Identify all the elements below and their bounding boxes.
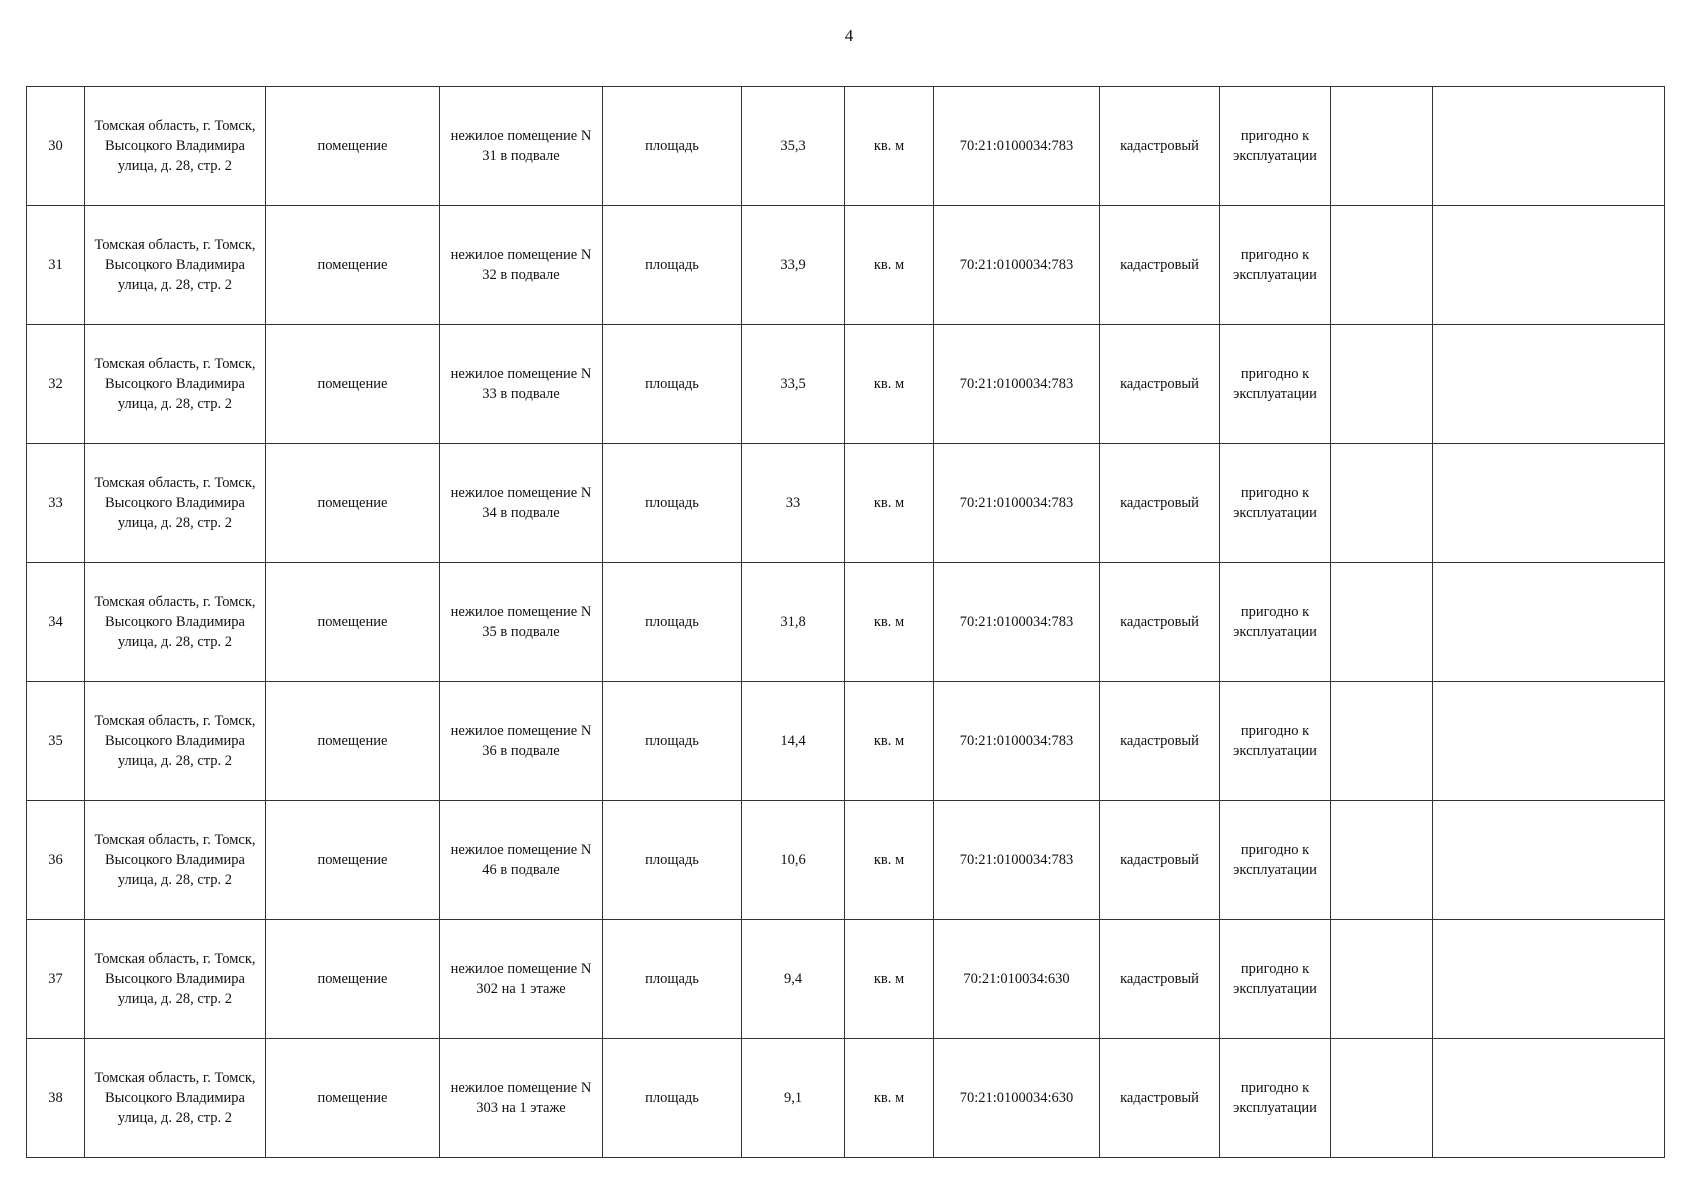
empty-cell — [1331, 325, 1433, 444]
object-type-cell: помещение — [266, 87, 440, 206]
parameter-cell: площадь — [603, 1039, 742, 1158]
row-number-cell: 34 — [27, 563, 85, 682]
address-cell: Томская область, г. Томск, Высоцкого Владимира улица, д. 28, стр. 2 — [85, 444, 266, 563]
value-cell: 33,9 — [742, 206, 845, 325]
object-name-cell: нежилое помещение N 31 в подвале — [440, 87, 603, 206]
table-row — [27, 563, 1665, 682]
empty-cell — [1331, 563, 1433, 682]
empty-cell — [1433, 1039, 1665, 1158]
empty-cell — [1331, 682, 1433, 801]
empty-cell — [1433, 325, 1665, 444]
condition-cell: пригодно к эксплуатации — [1220, 801, 1331, 920]
empty-cell — [1331, 87, 1433, 206]
empty-cell — [1433, 87, 1665, 206]
table-row — [27, 1039, 1665, 1158]
object-type-cell: помещение — [266, 1039, 440, 1158]
cadastral-number-cell: 70:21:0100034:783 — [934, 563, 1100, 682]
unit-cell: кв. м — [845, 444, 934, 563]
parameter-cell: площадь — [603, 682, 742, 801]
parameter-cell: площадь — [603, 920, 742, 1039]
address-cell: Томская область, г. Томск, Высоцкого Владимира улица, д. 28, стр. 2 — [85, 206, 266, 325]
number-type-cell: кадастровый — [1100, 920, 1220, 1039]
cadastral-number-cell: 70:21:0100034:783 — [934, 682, 1100, 801]
unit-cell: кв. м — [845, 206, 934, 325]
parameter-cell: площадь — [603, 563, 742, 682]
empty-cell — [1433, 801, 1665, 920]
cadastral-number-cell: 70:21:0100034:783 — [934, 206, 1100, 325]
empty-cell — [1331, 1039, 1433, 1158]
row-number-cell: 31 — [27, 206, 85, 325]
address-cell: Томская область, г. Томск, Высоцкого Владимира улица, д. 28, стр. 2 — [85, 563, 266, 682]
row-number-cell: 38 — [27, 1039, 85, 1158]
address-cell: Томская область, г. Томск, Высоцкого Владимира улица, д. 28, стр. 2 — [85, 325, 266, 444]
value-cell: 35,3 — [742, 87, 845, 206]
address-cell: Томская область, г. Томск, Высоцкого Владимира улица, д. 28, стр. 2 — [85, 801, 266, 920]
object-name-cell: нежилое помещение N 303 на 1 этаже — [440, 1039, 603, 1158]
table-row — [27, 444, 1665, 563]
value-cell: 33 — [742, 444, 845, 563]
cadastral-number-cell: 70:21:010034:630 — [934, 920, 1100, 1039]
object-type-cell: помещение — [266, 563, 440, 682]
table-row — [27, 682, 1665, 801]
table-body — [27, 87, 1665, 1158]
row-number-cell: 32 — [27, 325, 85, 444]
empty-cell — [1433, 206, 1665, 325]
value-cell: 31,8 — [742, 563, 845, 682]
object-name-cell: нежилое помещение N 32 в подвале — [440, 206, 603, 325]
value-cell: 33,5 — [742, 325, 845, 444]
parameter-cell: площадь — [603, 444, 742, 563]
cadastral-number-cell: 70:21:0100034:783 — [934, 325, 1100, 444]
empty-cell — [1331, 206, 1433, 325]
object-name-cell: нежилое помещение N 46 в подвале — [440, 801, 603, 920]
empty-cell — [1433, 682, 1665, 801]
address-cell: Томская область, г. Томск, Высоцкого Владимира улица, д. 28, стр. 2 — [85, 1039, 266, 1158]
condition-cell: пригодно к эксплуатации — [1220, 87, 1331, 206]
object-name-cell: нежилое помещение N 302 на 1 этаже — [440, 920, 603, 1039]
address-cell: Томская область, г. Томск, Высоцкого Владимира улица, д. 28, стр. 2 — [85, 920, 266, 1039]
condition-cell: пригодно к эксплуатации — [1220, 206, 1331, 325]
table-row — [27, 920, 1665, 1039]
condition-cell: пригодно к эксплуатации — [1220, 920, 1331, 1039]
object-name-cell: нежилое помещение N 34 в подвале — [440, 444, 603, 563]
empty-cell — [1433, 920, 1665, 1039]
parameter-cell: площадь — [603, 206, 742, 325]
row-number-cell: 36 — [27, 801, 85, 920]
table-row — [27, 206, 1665, 325]
object-type-cell: помещение — [266, 206, 440, 325]
parameter-cell: площадь — [603, 325, 742, 444]
condition-cell: пригодно к эксплуатации — [1220, 325, 1331, 444]
condition-cell: пригодно к эксплуатации — [1220, 1039, 1331, 1158]
empty-cell — [1433, 444, 1665, 563]
object-name-cell: нежилое помещение N 36 в подвале — [440, 682, 603, 801]
row-number-cell: 33 — [27, 444, 85, 563]
table-row — [27, 87, 1665, 206]
number-type-cell: кадастровый — [1100, 87, 1220, 206]
condition-cell: пригодно к эксплуатации — [1220, 444, 1331, 563]
number-type-cell: кадастровый — [1100, 325, 1220, 444]
empty-cell — [1331, 801, 1433, 920]
cadastral-number-cell: 70:21:0100034:783 — [934, 801, 1100, 920]
number-type-cell: кадастровый — [1100, 206, 1220, 325]
empty-cell — [1433, 563, 1665, 682]
unit-cell: кв. м — [845, 563, 934, 682]
address-cell: Томская область, г. Томск, Высоцкого Владимира улица, д. 28, стр. 2 — [85, 87, 266, 206]
unit-cell: кв. м — [845, 920, 934, 1039]
unit-cell: кв. м — [845, 1039, 934, 1158]
number-type-cell: кадастровый — [1100, 444, 1220, 563]
object-type-cell: помещение — [266, 325, 440, 444]
condition-cell: пригодно к эксплуатации — [1220, 682, 1331, 801]
row-number-cell: 30 — [27, 87, 85, 206]
value-cell: 14,4 — [742, 682, 845, 801]
object-type-cell: помещение — [266, 682, 440, 801]
object-type-cell: помещение — [266, 801, 440, 920]
number-type-cell: кадастровый — [1100, 563, 1220, 682]
row-number-cell: 37 — [27, 920, 85, 1039]
unit-cell: кв. м — [845, 325, 934, 444]
object-name-cell: нежилое помещение N 33 в подвале — [440, 325, 603, 444]
number-type-cell: кадастровый — [1100, 682, 1220, 801]
empty-cell — [1331, 444, 1433, 563]
cadastral-number-cell: 70:21:0100034:783 — [934, 444, 1100, 563]
value-cell: 9,4 — [742, 920, 845, 1039]
object-type-cell: помещение — [266, 444, 440, 563]
value-cell: 10,6 — [742, 801, 845, 920]
page-number: 4 — [844, 26, 854, 45]
parameter-cell: площадь — [603, 801, 742, 920]
row-number-cell: 35 — [27, 682, 85, 801]
table-row — [27, 801, 1665, 920]
unit-cell: кв. м — [845, 682, 934, 801]
table-row — [27, 325, 1665, 444]
parameter-cell: площадь — [603, 87, 742, 206]
cadastral-number-cell: 70:21:0100034:783 — [934, 87, 1100, 206]
number-type-cell: кадастровый — [1100, 1039, 1220, 1158]
address-cell: Томская область, г. Томск, Высоцкого Владимира улица, д. 28, стр. 2 — [85, 682, 266, 801]
object-name-cell: нежилое помещение N 35 в подвале — [440, 563, 603, 682]
cadastral-number-cell: 70:21:0100034:630 — [934, 1039, 1100, 1158]
unit-cell: кв. м — [845, 87, 934, 206]
value-cell: 9,1 — [742, 1039, 845, 1158]
property-registry-table — [26, 86, 1665, 1158]
unit-cell: кв. м — [845, 801, 934, 920]
condition-cell: пригодно к эксплуатации — [1220, 563, 1331, 682]
empty-cell — [1331, 920, 1433, 1039]
object-type-cell: помещение — [266, 920, 440, 1039]
number-type-cell: кадастровый — [1100, 801, 1220, 920]
